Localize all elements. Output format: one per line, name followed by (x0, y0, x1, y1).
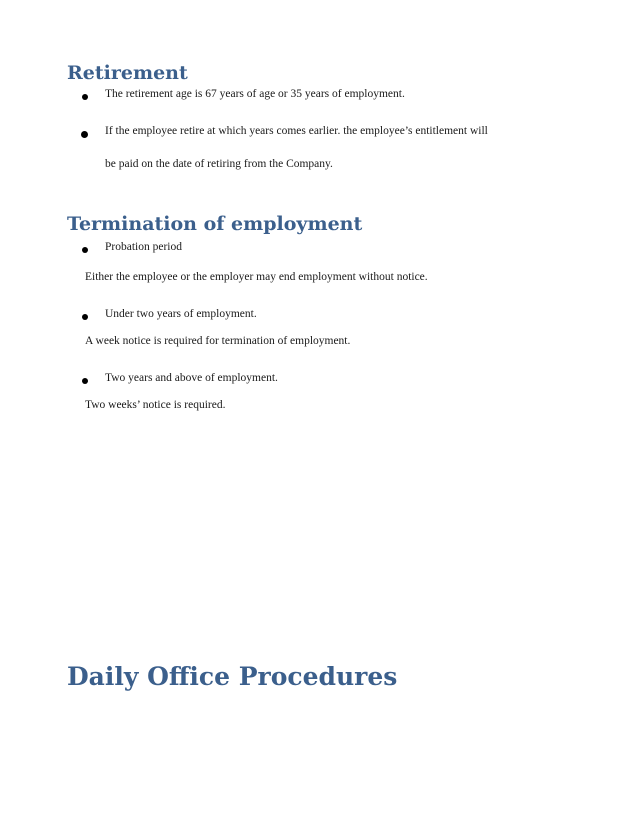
termination-bullet-probation-text: Probation period (105, 241, 182, 253)
termination-probation-note: Either the employee or the employer may end employment without notice. (85, 271, 428, 283)
retirement-bullet-1-text: The retirement age is 67 years of age or 35 years of employment. (105, 88, 405, 100)
termination-bullet-under-two-text: Under two years of employment. (105, 308, 257, 320)
termination-under-two-note: A week notice is required for termination of employment. (85, 335, 351, 347)
bullet-icon (81, 131, 88, 138)
termination-bullet-two-above-text: Two years and above of employment. (105, 372, 278, 384)
termination-two-above-note: Two weeks’ notice is required. (85, 399, 226, 411)
bullet-icon (82, 378, 88, 384)
retirement-bullet-2-line-1: If the employee retire at which years comes earlier. the employee’s entitlement will (105, 125, 488, 137)
retirement-heading: Retirement (67, 62, 188, 84)
termination-heading: Termination of employment (67, 213, 363, 235)
daily-procedures-heading: Daily Office Procedures (67, 662, 398, 691)
bullet-icon (82, 94, 88, 100)
bullet-icon (82, 314, 88, 320)
retirement-bullet-2-line-2: be paid on the date of retiring from the Company. (105, 158, 333, 170)
bullet-icon (82, 247, 88, 253)
